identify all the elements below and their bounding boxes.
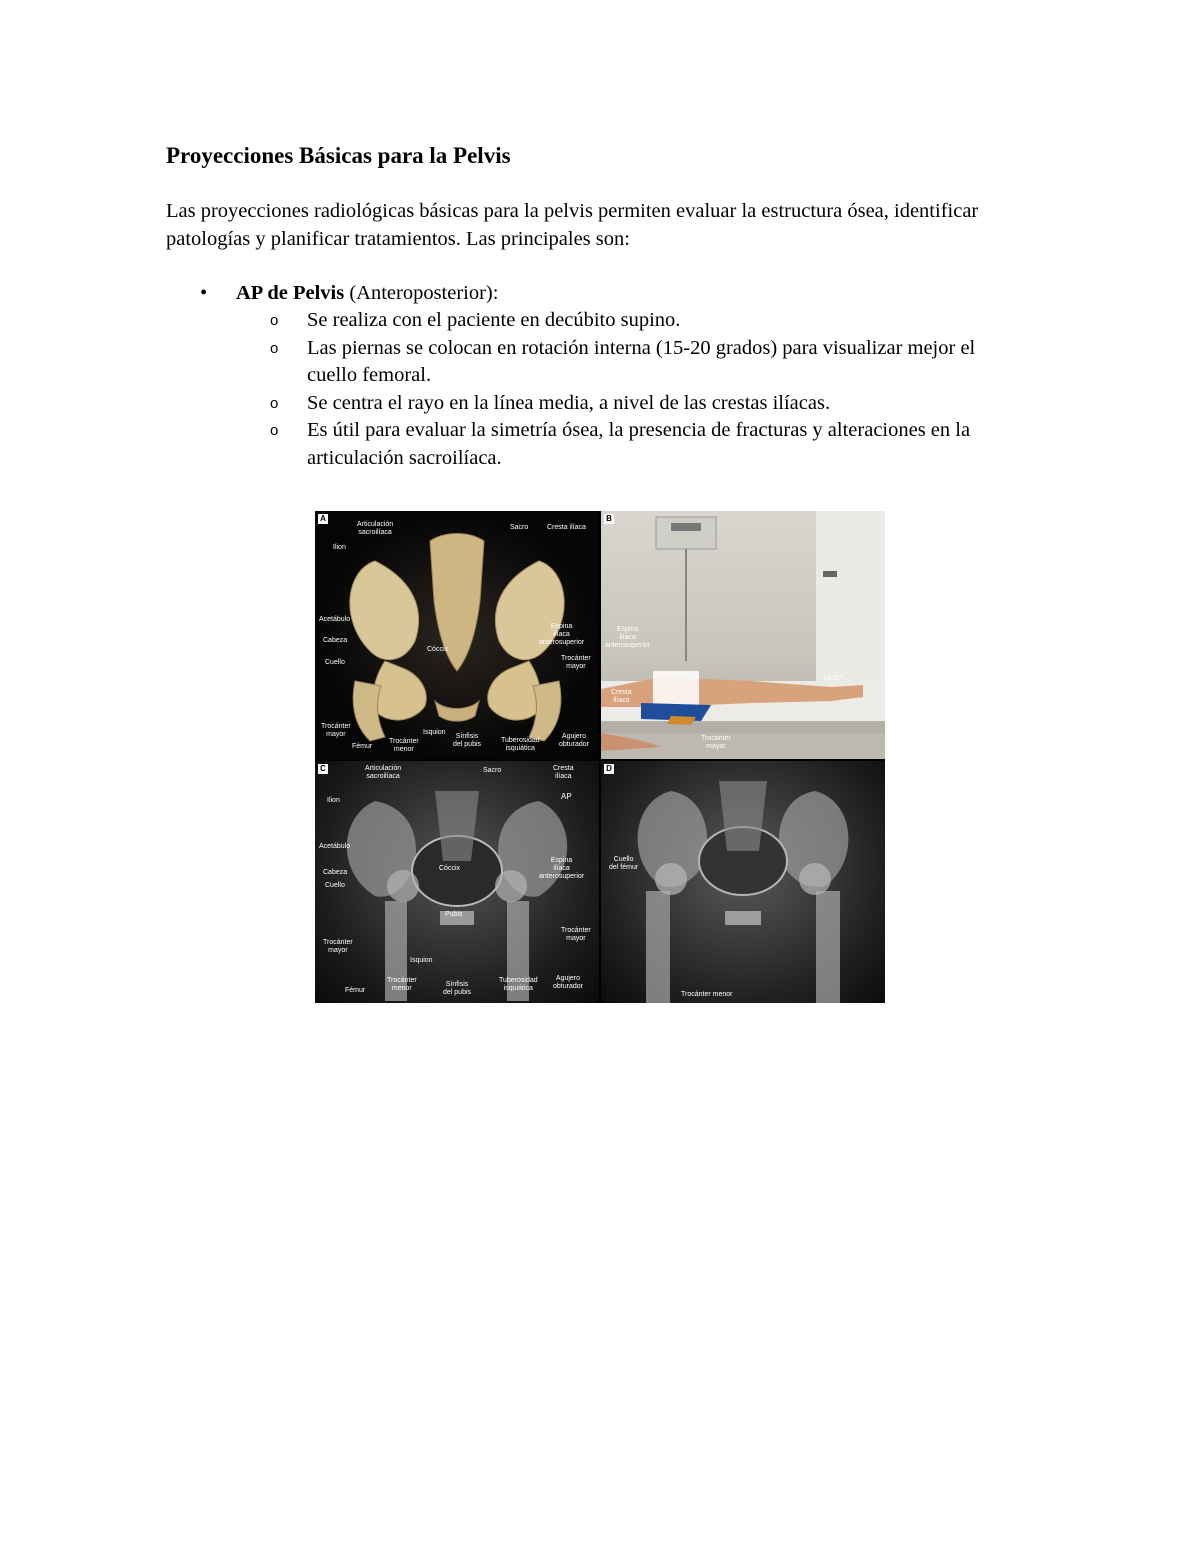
label-articulacion: Articulación sacroilíaca <box>357 521 394 536</box>
list-item-text: Se realiza con el paciente en decúbito supino. <box>307 309 681 331</box>
panel-b-patient-photo <box>601 511 885 759</box>
label-trocanter-menor: Trocánter menor <box>387 977 417 992</box>
bullet-rest-label: (Anteroposterior): <box>344 282 499 304</box>
label-sinfisis: Sínfisis del pubis <box>453 733 482 748</box>
bullet-text <box>236 279 498 307</box>
label-femur: Fémur <box>352 743 373 750</box>
page-title: Proyecciones Básicas para la Pelvis <box>166 143 511 168</box>
list-item <box>270 417 1030 472</box>
sub-marker: o <box>270 394 279 412</box>
bullet-bold-label: AP de Pelvis <box>236 282 345 304</box>
label-agujero: Agujero obturador <box>553 975 583 990</box>
label-cresta: Cresta ilíaca <box>553 765 574 780</box>
label-cuello: Cuello del fémur <box>609 856 639 871</box>
pelvis-figure <box>315 511 885 1003</box>
sub-marker: o <box>270 312 279 329</box>
label-agujero: Agujero obturador <box>559 733 589 748</box>
label-trocanter: Trocánter mayor <box>701 735 731 750</box>
panel-tag: C <box>318 764 328 774</box>
label-espina: Espina ilíaca anterosuperior <box>539 857 585 880</box>
label-acetabulo: Acetábulo <box>319 843 351 850</box>
sub-marker: o <box>270 422 279 439</box>
label-cabeza: Cabeza <box>323 637 348 644</box>
label-sacro: Sacro <box>510 524 529 531</box>
label-trocanter-mayor-left: Trocánter mayor <box>323 939 353 954</box>
label-espina: Espina ilíaca anterosuperior <box>539 623 585 646</box>
panel-tag: D <box>604 764 614 774</box>
bullet-marker: • <box>200 282 208 304</box>
label-femur: Fémur <box>345 987 366 994</box>
list-item-text: Las piernas se colocan en rotación interna (15-20 grados) para visualizar mejor el cuello femoral. <box>307 336 976 386</box>
label-grados: 15-20° <box>823 675 844 682</box>
panel-c-annotated-xray <box>315 761 599 1003</box>
label-coccix: Cóccix <box>439 865 461 872</box>
label-trocanter-menor: Trocánter menor <box>389 738 419 753</box>
label-ap: AP <box>561 792 572 801</box>
panel-tag: A <box>318 514 328 524</box>
label-acetabulo: Acetábulo <box>319 616 351 623</box>
intro-paragraph: Las proyecciones radiológicas básicas para la pelvis permiten evaluar la estructura ósea, identificar patologías y planificar tratamientos. Las principales son: <box>166 200 979 250</box>
label-cresta: Cresta ilíaca <box>547 524 586 531</box>
label-isquion: Isquion <box>410 957 433 964</box>
list-item-text: Se centra el rayo en la línea media, a nivel de las crestas ilíacas. <box>307 391 831 414</box>
label-ilion: Ilion <box>333 544 346 551</box>
list-item <box>270 335 1030 390</box>
panel-a-3d-pelvis <box>315 511 599 759</box>
xray-illustration <box>601 761 885 1003</box>
label-trocanter-mayor-right: Trocánter mayor <box>561 927 591 942</box>
label-coccix: Cóccix <box>427 646 449 653</box>
label-sinfisis: Sínfisis del pubis <box>443 981 472 996</box>
label-tuberosidad: Tuberosidad isquiática <box>499 977 538 992</box>
label-sacro: Sacro <box>483 767 502 774</box>
list-item-text: Es útil para evaluar la simetría ósea, la presencia de fracturas y alteraciones en la articulación sacroilíaca. <box>307 419 971 469</box>
label-cresta: Cresta ilíaca <box>611 689 632 704</box>
sub-marker: o <box>270 339 279 357</box>
list-item <box>270 307 1030 335</box>
label-cabeza: Cabeza <box>323 869 348 876</box>
annotated-xray-illustration <box>315 761 599 1003</box>
label-pubis: Pubis <box>445 911 463 918</box>
sub-list <box>270 307 1030 472</box>
panel-tag: B <box>604 514 614 524</box>
label-articulacion: Articulación sacroilíaca <box>365 765 402 780</box>
label-espina: Espina ilíaca anterosuperior <box>605 626 651 649</box>
label-isquion: Isquion <box>423 729 446 736</box>
label-trocanter-mayor-right: Trocánter mayor <box>561 655 591 670</box>
panel-d-xray <box>601 761 885 1003</box>
label-cuello: Cuello <box>325 882 345 889</box>
label-cuello: Cuello <box>325 659 345 666</box>
label-trocanter-mayor-left: Trocánter mayor <box>321 723 351 738</box>
label-tuberosidad: Tuberosidad isquiática <box>501 737 540 752</box>
list-item <box>270 390 1030 418</box>
label-trocanter-menor: Trocánter menor <box>681 991 733 998</box>
label-ilion: Ilion <box>327 797 340 804</box>
